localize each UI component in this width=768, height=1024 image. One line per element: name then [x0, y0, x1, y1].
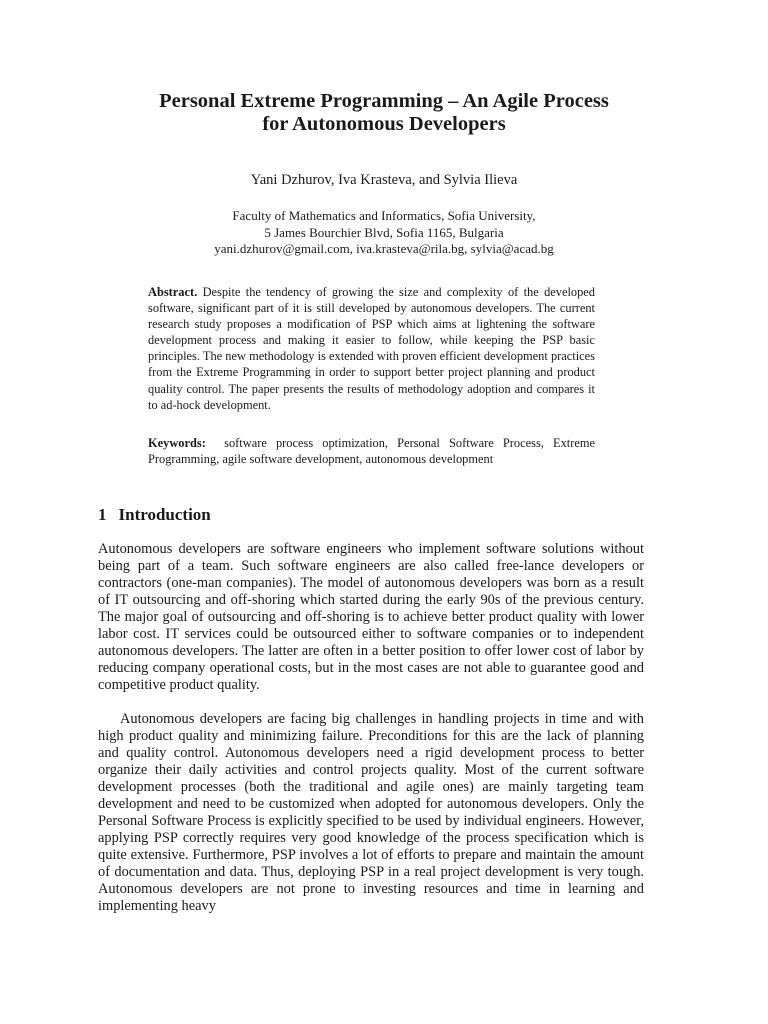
title-line-1: Personal Extreme Programming – An Agile Process	[159, 90, 609, 112]
paper-title	[0, 90, 768, 136]
abstract	[148, 284, 595, 413]
title-line-2: for Autonomous Developers	[262, 113, 506, 135]
author-list: Yani Dzhurov, Iva Krasteva, and Sylvia Ilieva	[250, 172, 518, 188]
body-paragraph-1: Autonomous developers are software engineers who implement software solutions without being part of a team. Such software engineers are also called free-lance developers or contractors (one-man companies). The model of autonomous developers was born as a result of IT outsourcing and off-shoring which started during the early 90s of the previous century. The major goal of outsourcing and off-shoring is to achieve better product quality with lower labor cost. IT services could be outsourced either to software companies or to independent autonomous developers. The latter are often in a better position to offer lower cost of labor by reducing company operational costs, but in the most cases are not able to guarantee good and competitive product quality.	[98, 541, 644, 693]
section-number: 1	[98, 505, 107, 524]
body-paragraph-2: Autonomous developers are facing big challenges in handling projects in time and with high product quality and minimizing failure. Preconditions for this are the lack of planning and quality control. Autonomous developers need a rigid development process to better organize their daily activities and control projects quality. Most of the current software development processes (both the traditional and agile ones) are mainly targeting team development and need to be customized when adopted for autonomous developers. Only the Personal Software Process is explicitly specified to be used by individual engineers. However, applying PSP correctly requires very good knowledge of the process specification which is quite extensive. Furthermore, PSP involves a lot of efforts to prepare and maintain the amount of documentation and data. Thus, deploying PSP in a real project development is very tough. Autonomous developers are not prone to investing resources and time in learning and implementing heavy	[98, 711, 644, 914]
keywords	[148, 435, 595, 467]
affiliation-line-1: Faculty of Mathematics and Informatics, Sofia University,	[232, 208, 536, 223]
keywords-label: Keywords:	[148, 436, 206, 450]
affiliation-line-2: 5 James Bourchier Blvd, Sofia 1165, Bulgaria	[264, 224, 504, 240]
abstract-text: Despite the tendency of growing the size and complexity of the developed software, significant part of it is still developed by autonomous developers. The current research study proposes a modification of PSP which aims at lightening the software development process and making it easier to follow, while keeping the PSP basic principles. The new methodology is extended with proven efficient development practices from the Extreme Programming in order to support better project planning and product quality control. The paper presents the results of methodology adoption and compares it to ad-hock development.	[148, 285, 595, 412]
abstract-label: Abstract.	[148, 285, 198, 299]
keywords-text: software process optimization, Personal Software Process, Extreme Programming, agile software development, autonomous development	[148, 436, 595, 466]
section-heading	[98, 505, 211, 525]
affiliation-block	[0, 208, 768, 258]
author-emails: yani.dzhurov@gmail.com, iva.krasteva@rila.bg, sylvia@acad.bg	[214, 241, 554, 256]
section-title: Introduction	[118, 505, 211, 524]
